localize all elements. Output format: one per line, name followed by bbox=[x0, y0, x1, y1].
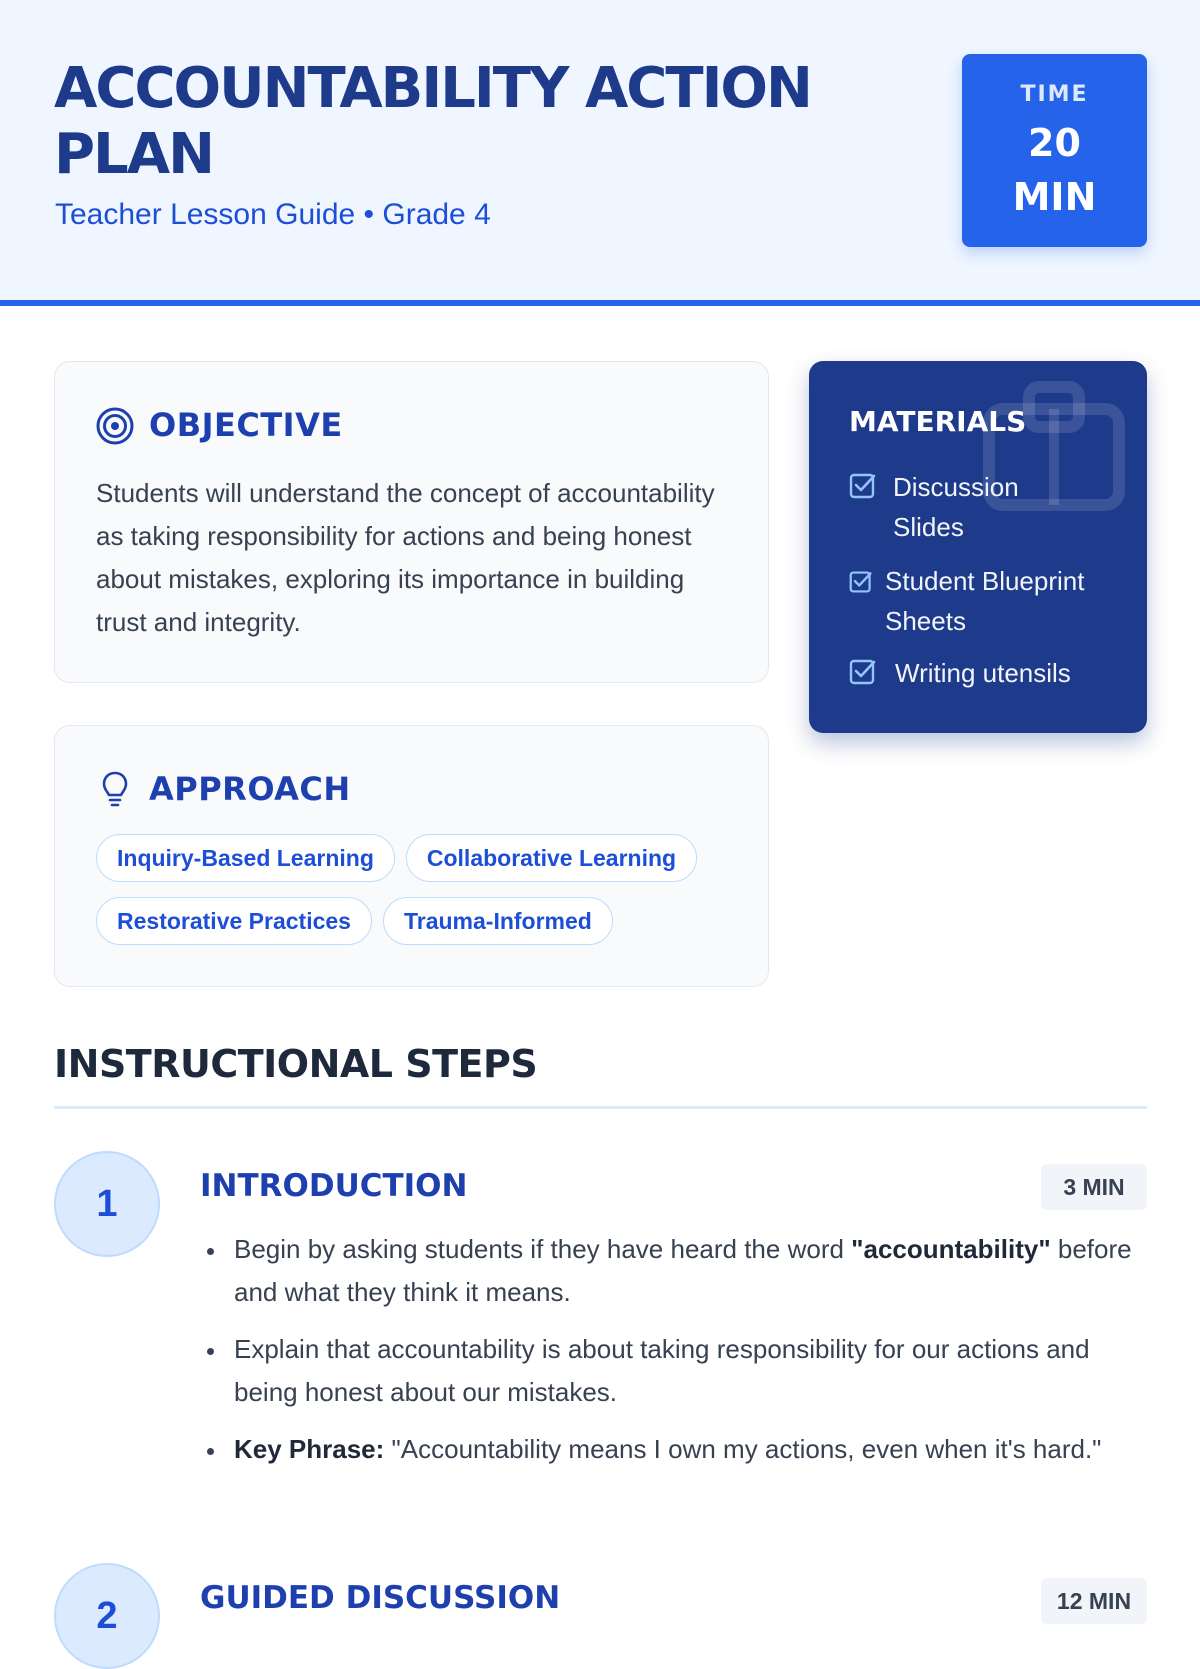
objective-text: Students will understand the concept of accountability as taking responsibility for actions and being honest about mistakes, exploring its importance in building trust and integrity. bbox=[96, 478, 715, 637]
divider bbox=[54, 1106, 1147, 1109]
step-title: INTRODUCTION bbox=[200, 1168, 468, 1204]
materials-card bbox=[809, 361, 1147, 733]
step-title: GUIDED DISCUSSION bbox=[200, 1580, 561, 1616]
lightbulb-icon bbox=[101, 770, 129, 813]
materials-item-label: Student Blueprint Sheets bbox=[885, 566, 1085, 636]
materials-item-label: Writing utensils bbox=[895, 658, 1071, 688]
header bbox=[0, 0, 1200, 306]
step-bullet: Key Phrase: "Accountability means I own my actions, even when it's hard." bbox=[205, 1428, 1145, 1471]
page-title: ACCOUNTABILITY ACTION PLAN bbox=[54, 56, 811, 187]
approach-tag: Collaborative Learning bbox=[406, 834, 697, 882]
step-bullet: Explain that accountability is about taking responsibility for our actions and being honest about our mistakes. bbox=[205, 1328, 1145, 1414]
checkbox-icon bbox=[849, 657, 877, 697]
time-badge bbox=[962, 54, 1147, 247]
objective-title: OBJECTIVE bbox=[149, 406, 343, 444]
materials-item-label: Discussion Slides bbox=[893, 472, 1019, 542]
step-number: 2 bbox=[54, 1563, 160, 1669]
checkbox-icon bbox=[849, 565, 873, 605]
objective-card bbox=[54, 361, 769, 683]
approach-card bbox=[54, 725, 769, 987]
time-label: TIME bbox=[1020, 82, 1089, 107]
time-value bbox=[962, 116, 1147, 224]
checkbox-icon bbox=[849, 471, 877, 511]
step-time-badge: 12 MIN bbox=[1041, 1578, 1147, 1624]
approach-tags bbox=[96, 834, 736, 960]
time-value-text: 20 MIN bbox=[1012, 121, 1097, 219]
approach-title: APPROACH bbox=[149, 770, 351, 808]
approach-tag: Restorative Practices bbox=[96, 897, 372, 945]
step-bullet: Begin by asking students if they have heard the word "accountability" before and what they think it means. bbox=[205, 1228, 1145, 1314]
step-bullet-list bbox=[205, 1228, 1145, 1485]
approach-tag: Inquiry-Based Learning bbox=[96, 834, 395, 882]
steps-heading: INSTRUCTIONAL STEPS bbox=[54, 1042, 538, 1086]
step-number: 1 bbox=[54, 1151, 160, 1257]
approach-tag: Trauma-Informed bbox=[383, 897, 613, 945]
target-icon bbox=[96, 407, 134, 450]
step-time-badge: 3 MIN bbox=[1041, 1164, 1147, 1210]
materials-title: MATERIALS bbox=[849, 405, 1027, 438]
page-subtitle: Teacher Lesson Guide • Grade 4 bbox=[55, 198, 491, 231]
